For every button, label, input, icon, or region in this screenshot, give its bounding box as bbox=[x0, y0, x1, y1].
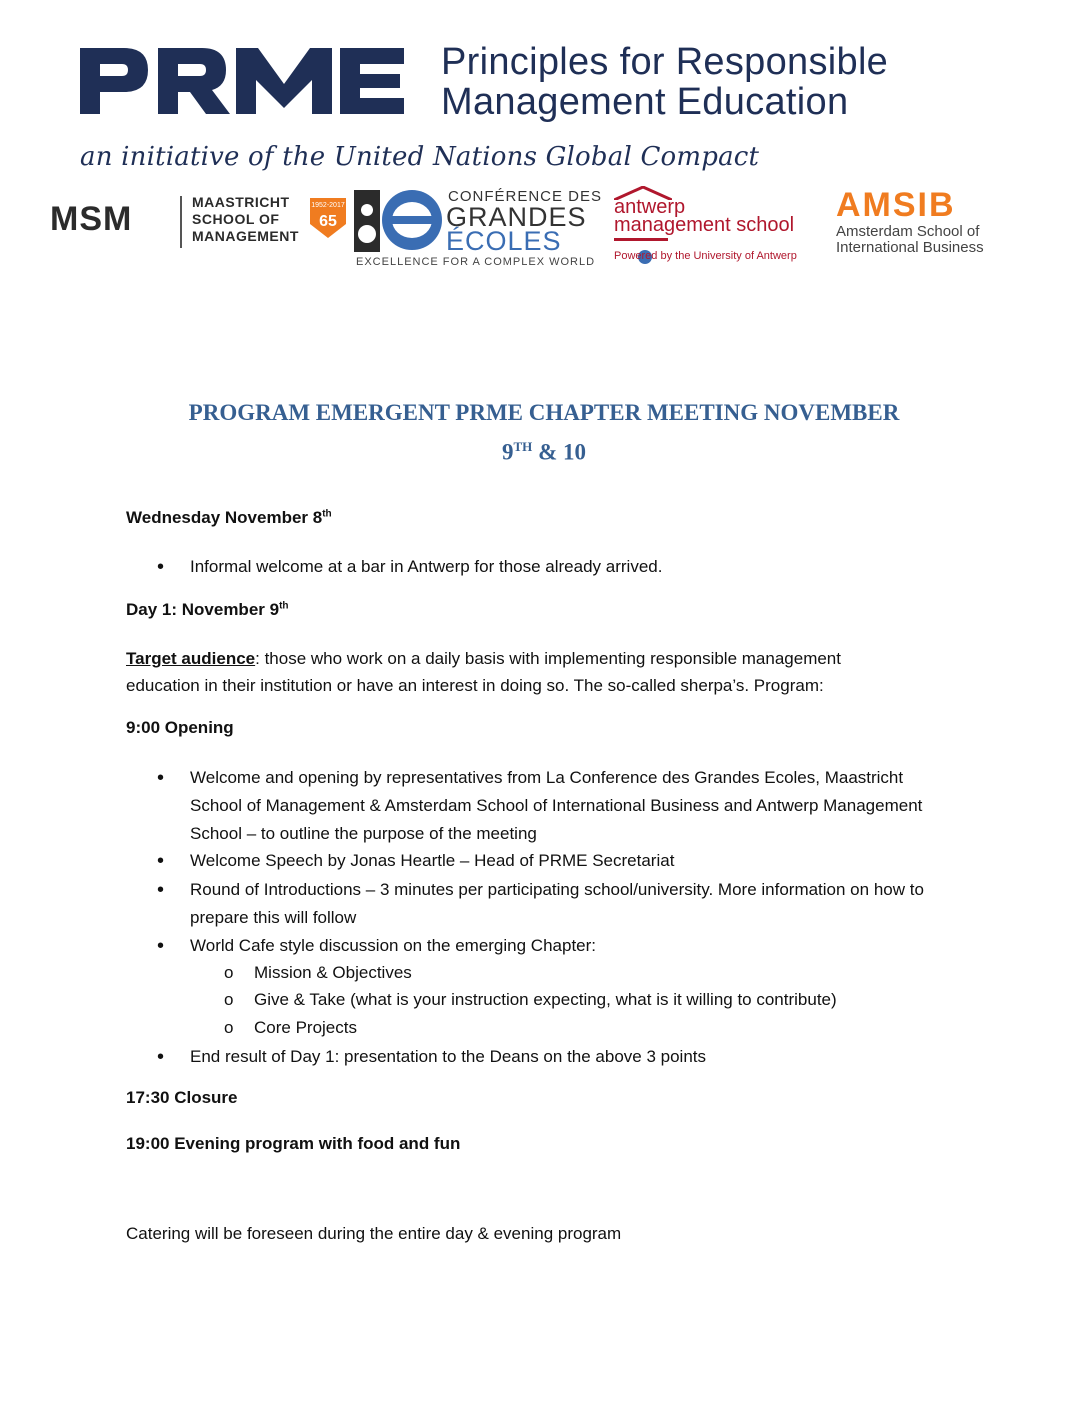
ams-line2: management school bbox=[614, 214, 795, 236]
cge-logo bbox=[354, 186, 654, 272]
cge-line2: GRANDES bbox=[446, 202, 587, 232]
msm-badge-number: 65 bbox=[319, 213, 337, 230]
ams-powered-by: Powered by the University of Antwerp bbox=[614, 250, 797, 262]
ams-underline bbox=[614, 238, 668, 241]
wednesday-heading bbox=[126, 508, 332, 528]
bullet-glyph: • bbox=[157, 1046, 165, 1068]
opening-heading: 9:00 Opening bbox=[126, 718, 234, 737]
msm-anniversary-badge-icon bbox=[310, 198, 346, 238]
bullet-glyph: • bbox=[157, 935, 165, 957]
closure-heading: 17:30 Closure bbox=[126, 1088, 238, 1107]
sub-bullet-glyph: o bbox=[224, 1018, 234, 1037]
agenda-bullet-2: Welcome Speech by Jonas Heartle – Head of PRME Secretariat bbox=[190, 851, 675, 870]
bullet-glyph: • bbox=[157, 850, 165, 872]
prme-logo bbox=[78, 44, 408, 118]
day1-heading-sup: th bbox=[279, 600, 289, 612]
bullet-glyph: • bbox=[157, 767, 165, 789]
title-day10: & 10 bbox=[532, 439, 586, 465]
amsib-abbr: AMSIB bbox=[836, 186, 956, 224]
agenda-bullet-5: End result of Day 1: presentation to the Deans on the above 3 points bbox=[190, 1047, 707, 1066]
title-line1: PROGRAM EMERGENT PRME CHAPTER MEETING NOVEMBER bbox=[188, 400, 900, 425]
antwerp-management-school-logo bbox=[614, 186, 834, 272]
cge-tagline: EXCELLENCE FOR A COMPLEX WORLD bbox=[356, 256, 596, 268]
amsib-name: Amsterdam School of International Business bbox=[836, 223, 984, 256]
agenda-sub-bullet-1: Mission & Objectives bbox=[254, 963, 412, 982]
agenda-sub-bullet-3: Core Projects bbox=[254, 1018, 357, 1037]
ams-line1: antwerp bbox=[614, 196, 686, 218]
cge-line3: ÉCOLES bbox=[446, 226, 562, 256]
agenda-bullet-4: World Cafe style discussion on the emerging Chapter: bbox=[190, 936, 596, 955]
cge-emblem-icon bbox=[354, 190, 442, 252]
bullet-glyph: • bbox=[157, 556, 165, 578]
document-title bbox=[0, 396, 1088, 470]
partner-logos bbox=[48, 186, 1038, 276]
target-audience-text: : those who work on a daily basis with implementing responsible management education in their institution or have an interest in doing so. The so-called sherpa’s. Program: bbox=[126, 649, 841, 695]
title-th-sup: TH bbox=[513, 439, 533, 454]
catering-note: Catering will be foreseen during the entire day & evening program bbox=[126, 1224, 622, 1243]
prme-subtitle-line2: Management Education bbox=[441, 81, 849, 123]
msm-divider bbox=[180, 196, 182, 248]
cge-line1: CONFÉRENCE DES bbox=[448, 188, 603, 205]
evening-heading: 19:00 Evening program with food and fun bbox=[126, 1134, 461, 1153]
msm-logo bbox=[48, 192, 348, 252]
agenda-bullet-1: Welcome and opening by representatives from La Conference des Grandes Ecoles, Maastricht School of Management & Amsterdam School of International Business and Antwerp Management School – to outline the purpose of the meeting bbox=[190, 768, 923, 843]
msm-name: MAASTRICHT SCHOOL OF MANAGEMENT bbox=[192, 194, 299, 244]
msm-abbr: MSM bbox=[50, 200, 133, 238]
sub-bullet-glyph: o bbox=[224, 963, 234, 982]
amsib-logo bbox=[834, 186, 1038, 262]
target-audience-label: Target audience bbox=[126, 649, 256, 668]
agenda-bullet-3: Round of Introductions – 3 minutes per participating school/university. More information on how to prepare this will follow bbox=[190, 880, 924, 927]
wednesday-heading-text: Wednesday November 8 bbox=[126, 508, 323, 527]
bullet-glyph: • bbox=[157, 879, 165, 901]
day1-heading-text: Day 1: November 9 bbox=[126, 600, 280, 619]
title-day9: 9 bbox=[502, 439, 514, 465]
prme-subtitle-line1: Principles for Responsible bbox=[441, 41, 889, 83]
wednesday-bullet: Informal welcome at a bar in Antwerp for those already arrived. bbox=[190, 557, 663, 576]
prme-tagline: an initiative of the United Nations Global Compact bbox=[80, 142, 760, 172]
wednesday-heading-sup: th bbox=[322, 508, 332, 520]
prme-full-name bbox=[441, 42, 888, 122]
title-line2 bbox=[0, 430, 1088, 470]
msm-badge-years: 1952-2017 bbox=[311, 202, 345, 209]
agenda-sub-bullet-2: Give & Take (what is your instruction expecting, what is it willing to contribute) bbox=[254, 990, 837, 1009]
target-audience-paragraph bbox=[126, 645, 916, 699]
day1-heading bbox=[126, 600, 289, 620]
sub-bullet-glyph: o bbox=[224, 990, 234, 1009]
